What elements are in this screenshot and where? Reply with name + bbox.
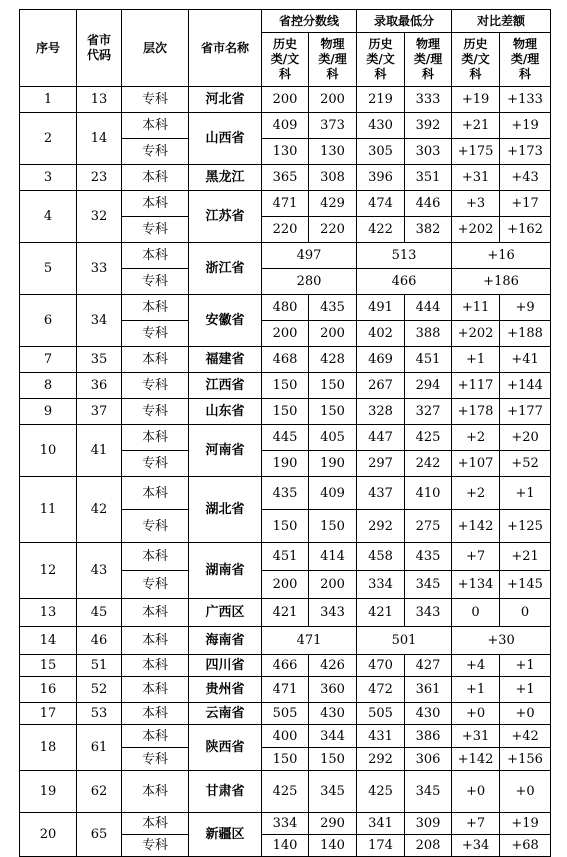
cell-control-history: 365 bbox=[262, 165, 309, 191]
cell-level: 本科 bbox=[122, 599, 189, 627]
cell-province: 陕西省 bbox=[189, 725, 262, 771]
cell-diff-history: +178 bbox=[452, 399, 500, 425]
cell-diff-history: +31 bbox=[452, 725, 500, 748]
cell-control-history: 435 bbox=[262, 477, 309, 510]
cell-diff-history: +202 bbox=[452, 217, 500, 243]
cell-province: 福建省 bbox=[189, 347, 262, 373]
table-row bbox=[20, 243, 551, 269]
cell-min-physics: 451 bbox=[405, 347, 452, 373]
cell-min-physics: 275 bbox=[405, 510, 452, 543]
cell-diff-physics: +19 bbox=[500, 813, 551, 835]
cell-diff-history: +107 bbox=[452, 451, 500, 477]
cell-min-physics: 327 bbox=[405, 399, 452, 425]
cell-control-physics: 290 bbox=[309, 813, 357, 835]
cell-code: 13 bbox=[77, 87, 122, 113]
cell-province: 甘肃省 bbox=[189, 771, 262, 813]
cell-level: 本科 bbox=[122, 677, 189, 703]
table-row bbox=[20, 399, 551, 425]
cell-seq: 7 bbox=[20, 347, 77, 373]
cell-seq: 10 bbox=[20, 425, 77, 477]
cell-diff-physics: +1 bbox=[500, 477, 551, 510]
cell-control-physics: 200 bbox=[309, 87, 357, 113]
cell-level: 本科 bbox=[122, 243, 189, 269]
cell-min-physics: 351 bbox=[405, 165, 452, 191]
cell-control-history: 200 bbox=[262, 571, 309, 599]
table-row bbox=[20, 113, 551, 139]
cell-control-history: 468 bbox=[262, 347, 309, 373]
cell-code: 36 bbox=[77, 373, 122, 399]
cell-min-physics: 386 bbox=[405, 725, 452, 748]
cell-min-physics: 303 bbox=[405, 139, 452, 165]
header-min-physics: 物理类/理科 bbox=[405, 33, 452, 87]
header-province: 省市名称 bbox=[189, 10, 262, 87]
cell-level: 本科 bbox=[122, 627, 189, 655]
cell-code: 32 bbox=[77, 191, 122, 243]
table-row bbox=[20, 703, 551, 725]
cell-min-physics: 444 bbox=[405, 295, 452, 321]
cell-level: 本科 bbox=[122, 425, 189, 451]
cell-level: 专科 bbox=[122, 373, 189, 399]
cell-level: 专科 bbox=[122, 451, 189, 477]
cell-seq: 11 bbox=[20, 477, 77, 543]
cell-diff-history: +2 bbox=[452, 477, 500, 510]
cell-diff-physics: +125 bbox=[500, 510, 551, 543]
cell-min-physics: 294 bbox=[405, 373, 452, 399]
cell-province: 安徽省 bbox=[189, 295, 262, 347]
cell-level: 专科 bbox=[122, 399, 189, 425]
header-min-history: 历史类/文科 bbox=[357, 33, 405, 87]
cell-level: 本科 bbox=[122, 191, 189, 217]
cell-diff-history: +11 bbox=[452, 295, 500, 321]
admission-score-table bbox=[19, 9, 551, 857]
table-row bbox=[20, 295, 551, 321]
cell-min-history: 402 bbox=[357, 321, 405, 347]
cell-code: 41 bbox=[77, 425, 122, 477]
cell-code: 45 bbox=[77, 599, 122, 627]
cell-seq: 20 bbox=[20, 813, 77, 857]
cell-min-history: 305 bbox=[357, 139, 405, 165]
cell-level: 专科 bbox=[122, 321, 189, 347]
cell-province: 云南省 bbox=[189, 703, 262, 725]
cell-province: 河南省 bbox=[189, 425, 262, 477]
cell-code: 46 bbox=[77, 627, 122, 655]
cell-control-physics: 426 bbox=[309, 655, 357, 677]
cell-min-history: 425 bbox=[357, 771, 405, 813]
cell-province: 新疆区 bbox=[189, 813, 262, 857]
header-code: 省市代码 bbox=[77, 10, 122, 87]
cell-diff-history: +7 bbox=[452, 813, 500, 835]
cell-min-history: 505 bbox=[357, 703, 405, 725]
cell-control-physics: 150 bbox=[309, 399, 357, 425]
cell-min-history: 396 bbox=[357, 165, 405, 191]
cell-control-physics: 343 bbox=[309, 599, 357, 627]
table-row bbox=[20, 425, 551, 451]
cell-level: 本科 bbox=[122, 347, 189, 373]
table-body bbox=[20, 87, 551, 857]
header-diff: 对比差额 bbox=[452, 10, 551, 33]
cell-seq: 16 bbox=[20, 677, 77, 703]
cell-control-physics: 430 bbox=[309, 703, 357, 725]
cell-diff-history: +1 bbox=[452, 677, 500, 703]
cell-control-physics: 200 bbox=[309, 321, 357, 347]
cell-seq: 1 bbox=[20, 87, 77, 113]
cell-code: 61 bbox=[77, 725, 122, 771]
cell-min-history: 421 bbox=[357, 599, 405, 627]
cell-diff-physics: +144 bbox=[500, 373, 551, 399]
cell-control-history: 200 bbox=[262, 321, 309, 347]
cell-diff-history: +21 bbox=[452, 113, 500, 139]
cell-diff-physics: +20 bbox=[500, 425, 551, 451]
cell-min-score: 513 bbox=[357, 243, 452, 269]
cell-min-physics: 306 bbox=[405, 748, 452, 771]
cell-min-score: 501 bbox=[357, 627, 452, 655]
cell-level: 本科 bbox=[122, 813, 189, 835]
cell-level: 专科 bbox=[122, 87, 189, 113]
cell-control-physics: 150 bbox=[309, 373, 357, 399]
cell-min-physics: 361 bbox=[405, 677, 452, 703]
cell-control-history: 400 bbox=[262, 725, 309, 748]
cell-diff-history: +19 bbox=[452, 87, 500, 113]
cell-seq: 15 bbox=[20, 655, 77, 677]
cell-min-history: 422 bbox=[357, 217, 405, 243]
cell-diff-history: +142 bbox=[452, 510, 500, 543]
cell-min-physics: 242 bbox=[405, 451, 452, 477]
table-row bbox=[20, 627, 551, 655]
header-diff-physics: 物理类/理科 bbox=[500, 33, 551, 87]
cell-min-physics: 392 bbox=[405, 113, 452, 139]
cell-diff-physics: +41 bbox=[500, 347, 551, 373]
cell-seq: 19 bbox=[20, 771, 77, 813]
cell-control-physics: 344 bbox=[309, 725, 357, 748]
cell-control-history: 130 bbox=[262, 139, 309, 165]
cell-min-physics: 343 bbox=[405, 599, 452, 627]
cell-control-physics: 150 bbox=[309, 748, 357, 771]
cell-control-history: 480 bbox=[262, 295, 309, 321]
cell-province: 山东省 bbox=[189, 399, 262, 425]
cell-seq: 5 bbox=[20, 243, 77, 295]
cell-min-physics: 382 bbox=[405, 217, 452, 243]
cell-control-physics: 200 bbox=[309, 571, 357, 599]
cell-control-physics: 150 bbox=[309, 510, 357, 543]
cell-control-history: 421 bbox=[262, 599, 309, 627]
header-control-physics: 物理类/理科 bbox=[309, 33, 357, 87]
cell-diff-physics: +1 bbox=[500, 655, 551, 677]
cell-control-history: 150 bbox=[262, 510, 309, 543]
cell-min-physics: 430 bbox=[405, 703, 452, 725]
cell-min-physics: 309 bbox=[405, 813, 452, 835]
cell-level: 专科 bbox=[122, 139, 189, 165]
cell-diff-history: +4 bbox=[452, 655, 500, 677]
cell-min-history: 491 bbox=[357, 295, 405, 321]
cell-seq: 9 bbox=[20, 399, 77, 425]
cell-code: 53 bbox=[77, 703, 122, 725]
cell-control-line: 280 bbox=[262, 269, 357, 295]
cell-level: 专科 bbox=[122, 748, 189, 771]
cell-min-history: 341 bbox=[357, 813, 405, 835]
cell-province: 江西省 bbox=[189, 373, 262, 399]
cell-province: 贵州省 bbox=[189, 677, 262, 703]
cell-diff-history: +142 bbox=[452, 748, 500, 771]
cell-diff-physics: +0 bbox=[500, 771, 551, 813]
cell-control-history: 190 bbox=[262, 451, 309, 477]
cell-min-history: 328 bbox=[357, 399, 405, 425]
table-row bbox=[20, 771, 551, 813]
cell-province: 黑龙江 bbox=[189, 165, 262, 191]
cell-min-physics: 345 bbox=[405, 771, 452, 813]
cell-control-history: 334 bbox=[262, 813, 309, 835]
table-row bbox=[20, 677, 551, 703]
cell-control-physics: 409 bbox=[309, 477, 357, 510]
cell-seq: 14 bbox=[20, 627, 77, 655]
cell-min-history: 334 bbox=[357, 571, 405, 599]
cell-level: 本科 bbox=[122, 703, 189, 725]
cell-min-physics: 345 bbox=[405, 571, 452, 599]
cell-diff-history: +1 bbox=[452, 347, 500, 373]
cell-diff-physics: +162 bbox=[500, 217, 551, 243]
cell-control-physics: 435 bbox=[309, 295, 357, 321]
cell-control-history: 150 bbox=[262, 399, 309, 425]
cell-diff-physics: +17 bbox=[500, 191, 551, 217]
cell-min-history: 174 bbox=[357, 835, 405, 857]
cell-diff-physics: +43 bbox=[500, 165, 551, 191]
cell-province: 浙江省 bbox=[189, 243, 262, 295]
header-min-score: 录取最低分 bbox=[357, 10, 452, 33]
cell-min-history: 430 bbox=[357, 113, 405, 139]
cell-diff-history: +31 bbox=[452, 165, 500, 191]
cell-control-history: 409 bbox=[262, 113, 309, 139]
cell-seq: 3 bbox=[20, 165, 77, 191]
header-control-line: 省控分数线 bbox=[262, 10, 357, 33]
cell-control-line: 497 bbox=[262, 243, 357, 269]
cell-province: 河北省 bbox=[189, 87, 262, 113]
cell-code: 35 bbox=[77, 347, 122, 373]
cell-diff: +186 bbox=[452, 269, 551, 295]
header-seq: 序号 bbox=[20, 10, 77, 87]
cell-level: 专科 bbox=[122, 217, 189, 243]
cell-level: 本科 bbox=[122, 295, 189, 321]
cell-control-history: 471 bbox=[262, 677, 309, 703]
cell-diff-physics: +0 bbox=[500, 703, 551, 725]
cell-control-history: 505 bbox=[262, 703, 309, 725]
table-row bbox=[20, 655, 551, 677]
header-level: 层次 bbox=[122, 10, 189, 87]
cell-min-history: 437 bbox=[357, 477, 405, 510]
cell-min-history: 267 bbox=[357, 373, 405, 399]
cell-control-history: 425 bbox=[262, 771, 309, 813]
cell-control-history: 445 bbox=[262, 425, 309, 451]
header-diff-history: 历史类/文科 bbox=[452, 33, 500, 87]
cell-diff-physics: +177 bbox=[500, 399, 551, 425]
cell-control-physics: 405 bbox=[309, 425, 357, 451]
cell-min-history: 472 bbox=[357, 677, 405, 703]
cell-code: 33 bbox=[77, 243, 122, 295]
cell-level: 专科 bbox=[122, 571, 189, 599]
cell-diff: +30 bbox=[452, 627, 551, 655]
table-header bbox=[20, 10, 551, 87]
cell-diff-history: +117 bbox=[452, 373, 500, 399]
cell-min-history: 470 bbox=[357, 655, 405, 677]
cell-min-history: 431 bbox=[357, 725, 405, 748]
cell-level: 专科 bbox=[122, 835, 189, 857]
cell-seq: 6 bbox=[20, 295, 77, 347]
cell-seq: 4 bbox=[20, 191, 77, 243]
cell-min-history: 292 bbox=[357, 748, 405, 771]
table-row bbox=[20, 599, 551, 627]
cell-seq: 12 bbox=[20, 543, 77, 599]
cell-level: 专科 bbox=[122, 269, 189, 295]
table-row bbox=[20, 725, 551, 748]
cell-level: 本科 bbox=[122, 165, 189, 191]
cell-diff-physics: +52 bbox=[500, 451, 551, 477]
table-row bbox=[20, 543, 551, 571]
cell-control-history: 150 bbox=[262, 373, 309, 399]
cell-level: 本科 bbox=[122, 655, 189, 677]
cell-min-history: 292 bbox=[357, 510, 405, 543]
cell-level: 专科 bbox=[122, 510, 189, 543]
cell-diff-physics: 0 bbox=[500, 599, 551, 627]
cell-level: 本科 bbox=[122, 725, 189, 748]
cell-min-history: 297 bbox=[357, 451, 405, 477]
cell-code: 42 bbox=[77, 477, 122, 543]
cell-seq: 2 bbox=[20, 113, 77, 165]
cell-control-physics: 345 bbox=[309, 771, 357, 813]
cell-diff-history: +0 bbox=[452, 771, 500, 813]
cell-diff-history: +175 bbox=[452, 139, 500, 165]
cell-province: 海南省 bbox=[189, 627, 262, 655]
table-row bbox=[20, 373, 551, 399]
cell-control-line: 471 bbox=[262, 627, 357, 655]
cell-diff-history: +7 bbox=[452, 543, 500, 571]
cell-control-history: 466 bbox=[262, 655, 309, 677]
cell-control-history: 220 bbox=[262, 217, 309, 243]
cell-seq: 13 bbox=[20, 599, 77, 627]
cell-code: 43 bbox=[77, 543, 122, 599]
cell-code: 52 bbox=[77, 677, 122, 703]
cell-diff-physics: +188 bbox=[500, 321, 551, 347]
header-control-history: 历史类/文科 bbox=[262, 33, 309, 87]
cell-level: 本科 bbox=[122, 543, 189, 571]
cell-control-physics: 373 bbox=[309, 113, 357, 139]
cell-diff-history: 0 bbox=[452, 599, 500, 627]
cell-min-physics: 425 bbox=[405, 425, 452, 451]
cell-control-physics: 428 bbox=[309, 347, 357, 373]
cell-min-history: 219 bbox=[357, 87, 405, 113]
cell-diff-physics: +133 bbox=[500, 87, 551, 113]
table-row bbox=[20, 477, 551, 510]
cell-province: 山西省 bbox=[189, 113, 262, 165]
cell-diff-history: +34 bbox=[452, 835, 500, 857]
cell-level: 本科 bbox=[122, 477, 189, 510]
cell-province: 湖北省 bbox=[189, 477, 262, 543]
cell-code: 14 bbox=[77, 113, 122, 165]
cell-control-physics: 190 bbox=[309, 451, 357, 477]
cell-diff-history: +202 bbox=[452, 321, 500, 347]
cell-control-history: 451 bbox=[262, 543, 309, 571]
cell-code: 34 bbox=[77, 295, 122, 347]
cell-seq: 17 bbox=[20, 703, 77, 725]
cell-level: 本科 bbox=[122, 113, 189, 139]
cell-province: 四川省 bbox=[189, 655, 262, 677]
cell-control-history: 140 bbox=[262, 835, 309, 857]
cell-code: 37 bbox=[77, 399, 122, 425]
cell-province: 湖南省 bbox=[189, 543, 262, 599]
table-row bbox=[20, 813, 551, 835]
cell-min-physics: 435 bbox=[405, 543, 452, 571]
cell-diff-history: +3 bbox=[452, 191, 500, 217]
cell-diff-physics: +156 bbox=[500, 748, 551, 771]
cell-min-physics: 208 bbox=[405, 835, 452, 857]
cell-min-physics: 388 bbox=[405, 321, 452, 347]
cell-min-history: 469 bbox=[357, 347, 405, 373]
cell-code: 65 bbox=[77, 813, 122, 857]
cell-min-score: 466 bbox=[357, 269, 452, 295]
cell-min-history: 474 bbox=[357, 191, 405, 217]
cell-diff-physics: +173 bbox=[500, 139, 551, 165]
cell-province: 江苏省 bbox=[189, 191, 262, 243]
cell-control-history: 150 bbox=[262, 748, 309, 771]
cell-diff-physics: +1 bbox=[500, 677, 551, 703]
cell-control-physics: 140 bbox=[309, 835, 357, 857]
cell-diff-physics: +145 bbox=[500, 571, 551, 599]
cell-min-physics: 446 bbox=[405, 191, 452, 217]
cell-seq: 8 bbox=[20, 373, 77, 399]
cell-diff-physics: +9 bbox=[500, 295, 551, 321]
table-row bbox=[20, 191, 551, 217]
cell-code: 23 bbox=[77, 165, 122, 191]
cell-control-physics: 308 bbox=[309, 165, 357, 191]
table-row bbox=[20, 165, 551, 191]
cell-min-physics: 427 bbox=[405, 655, 452, 677]
cell-diff-history: +134 bbox=[452, 571, 500, 599]
cell-control-history: 200 bbox=[262, 87, 309, 113]
cell-code: 51 bbox=[77, 655, 122, 677]
cell-diff-physics: +68 bbox=[500, 835, 551, 857]
cell-control-physics: 414 bbox=[309, 543, 357, 571]
cell-diff-history: +2 bbox=[452, 425, 500, 451]
cell-diff-physics: +19 bbox=[500, 113, 551, 139]
cell-diff: +16 bbox=[452, 243, 551, 269]
cell-province: 广西区 bbox=[189, 599, 262, 627]
cell-seq: 18 bbox=[20, 725, 77, 771]
cell-min-physics: 333 bbox=[405, 87, 452, 113]
cell-control-physics: 360 bbox=[309, 677, 357, 703]
cell-control-physics: 130 bbox=[309, 139, 357, 165]
cell-diff-physics: +21 bbox=[500, 543, 551, 571]
cell-control-history: 471 bbox=[262, 191, 309, 217]
table-row bbox=[20, 347, 551, 373]
cell-min-history: 447 bbox=[357, 425, 405, 451]
cell-diff-physics: +42 bbox=[500, 725, 551, 748]
cell-min-physics: 410 bbox=[405, 477, 452, 510]
table-row bbox=[20, 87, 551, 113]
cell-diff-history: +0 bbox=[452, 703, 500, 725]
cell-min-history: 458 bbox=[357, 543, 405, 571]
cell-code: 62 bbox=[77, 771, 122, 813]
cell-level: 本科 bbox=[122, 771, 189, 813]
cell-control-physics: 429 bbox=[309, 191, 357, 217]
cell-control-physics: 220 bbox=[309, 217, 357, 243]
